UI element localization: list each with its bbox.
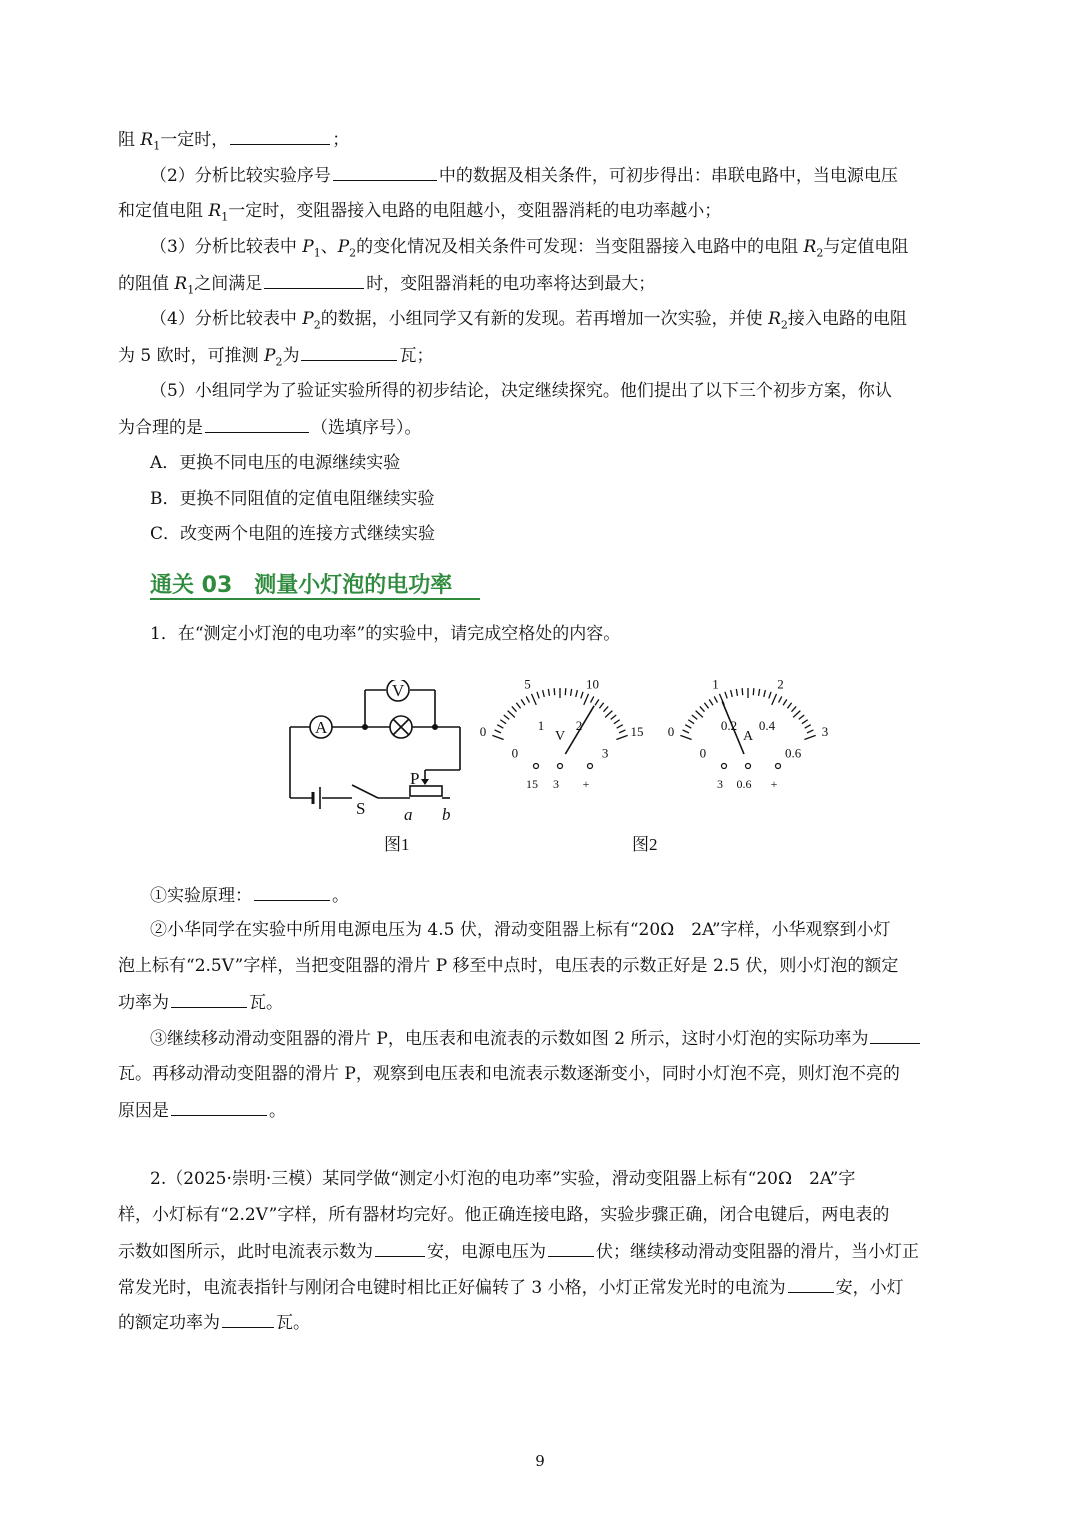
text-line: 为 5 欧时，可推测 $P_2$为 瓦； [118, 343, 433, 368]
blank[interactable] [171, 1098, 267, 1116]
blank[interactable] [870, 1026, 920, 1044]
text-line: 原因是 。 [118, 1098, 286, 1123]
heading-underline [150, 598, 480, 600]
ammeter-terminal-label: 3 [717, 777, 723, 791]
voltmeter-tick [611, 715, 616, 719]
voltmeter-tick [492, 735, 503, 739]
end-b-label: b [442, 805, 451, 824]
text-line: 为合理的是 （选填序号）。 [118, 415, 422, 440]
blank[interactable] [548, 1239, 594, 1257]
ammeter-tick [759, 689, 760, 696]
ammeter-tick [807, 730, 813, 733]
voltmeter-tick [504, 715, 509, 719]
option-c: C．改变两个电阻的连接方式继续实验 [150, 524, 436, 544]
option-b: B．更换不同阻值的定值电阻继续实验 [150, 489, 435, 509]
voltmeter-tick [554, 688, 555, 695]
blank[interactable] [333, 163, 437, 181]
ammeter-tick [772, 694, 777, 705]
voltmeter-inner-tick-label: 1 [537, 717, 545, 733]
slider-label: P [410, 769, 420, 788]
ammeter-terminal [722, 764, 727, 769]
voltmeter-tick [548, 689, 549, 696]
voltmeter-tick [605, 711, 612, 718]
circuit-diagram [290, 680, 460, 809]
voltmeter-tick [595, 699, 599, 705]
ammeter-outer-tick-label: 3 [821, 723, 829, 739]
voltmeter-tick [617, 725, 623, 728]
voltmeter-tick [508, 711, 515, 718]
ammeter-outer-tick-label: 1 [712, 680, 719, 692]
text-line: （4）分析比较表中 $P_2$的数据，小组同学又有新的发现。若再增加一次实验，并使 $R_2$接入电路的电阻 [150, 309, 907, 332]
voltmeter-tick [497, 725, 503, 728]
ammeter-tick [793, 711, 800, 718]
ammeter-tick [696, 711, 703, 718]
voltmeter-tick [495, 730, 501, 733]
ammeter-tick [714, 696, 717, 702]
ammeter-tick [769, 692, 771, 699]
ammeter-tick [799, 715, 804, 719]
ammeter-inner-tick-label: 0.2 [720, 717, 738, 733]
voltmeter-outer-tick-label: 10 [585, 680, 599, 692]
ammeter-tick [779, 696, 782, 702]
text-line: 的额定功率为 瓦。 [118, 1310, 310, 1335]
blank[interactable] [375, 1239, 425, 1257]
ammeter-tick [787, 703, 791, 709]
voltmeter-terminal [588, 764, 593, 769]
ammeter-tick [802, 720, 808, 724]
voltmeter-tick [565, 688, 566, 695]
voltmeter-tick [516, 703, 520, 709]
ammeter-terminal [776, 764, 781, 769]
text-line: 阻 $R_1$一定时， ； [118, 127, 349, 152]
text-line: 瓦。再移动滑动变阻器的滑片 P，观察到电压表和电流表示数逐渐变小，同时小灯泡不亮，则灯泡不亮的 [118, 1064, 900, 1084]
option-a: A．更换不同电压的电源继续实验 [150, 453, 401, 473]
voltmeter-tick [500, 720, 506, 724]
end-a-label: a [404, 805, 413, 824]
voltmeter-tick [531, 694, 536, 705]
voltmeter-tick [576, 690, 578, 697]
voltmeter-inner-tick-label: 3 [601, 745, 609, 761]
voltmeter-tick [521, 699, 525, 705]
ammeter-terminal-label: 0.6 [736, 777, 752, 791]
voltmeter-tick [543, 690, 545, 697]
switch-label: S [356, 799, 366, 818]
ammeter-inner-tick-label: 0 [699, 745, 707, 761]
ammeter-tick [683, 730, 689, 733]
switch-symbol [352, 785, 378, 798]
text-line: 样，小灯标有“2.2V”字样，所有器材均完好。他正确连接电路，实验步骤正确，闭合电键后，两电表的 [118, 1205, 890, 1225]
text-line: （2）分析比较实验序号 中的数据及相关条件，可初步得出：串联电路中，当电源电压 [150, 163, 898, 188]
voltmeter-terminal-label: 15 [526, 777, 538, 791]
figure-2-caption: 图2 [632, 835, 658, 854]
voltmeter-tick [599, 703, 603, 709]
blank[interactable] [222, 1310, 274, 1328]
voltmeter-tick [581, 692, 583, 699]
blank[interactable] [230, 127, 330, 145]
voltmeter-terminal [558, 764, 563, 769]
text-line: 和定值电阻 $R_1$一定时，变阻器接入电路的电阻越小，变阻器消耗的电功率越小； [118, 201, 722, 224]
ammeter-tick [804, 735, 815, 739]
ammeter-label: A [315, 718, 328, 737]
voltmeter-tick [619, 730, 625, 733]
voltmeter-outer-tick-label: 5 [524, 680, 531, 692]
text-line: （5）小组同学为了验证实验所得的初步结论，决定继续探究。他们提出了以下三个初步方案，你认 [150, 381, 892, 401]
text-line: ②小华同学在实验中所用电源电压为 4.5 伏，滑动变阻器上标有“20Ω 2A”字样，小华观察到小灯 [150, 920, 891, 940]
voltmeter-tick [614, 720, 620, 724]
voltmeter-dial [480, 680, 644, 791]
voltmeter-tick [537, 692, 539, 699]
voltmeter-tick [571, 689, 572, 696]
voltmeter-tick [526, 696, 529, 702]
ammeter-inner-tick-label: 0.6 [784, 745, 802, 761]
blank[interactable] [788, 1275, 834, 1293]
page-number: 9 [535, 1452, 545, 1470]
ammeter-tick [736, 689, 737, 696]
ammeter-tick [692, 715, 697, 719]
voltmeter-inner-tick-label: 0 [511, 745, 519, 761]
text-line: ③继续移动滑动变阻器的滑片 P，电压表和电流表的示数如图 2 所示，这时小灯泡的实际功率为 [150, 1026, 922, 1051]
voltmeter-tick [616, 735, 627, 739]
blank[interactable] [254, 883, 330, 901]
voltmeter-terminal-label: + [582, 777, 590, 791]
blank[interactable] [205, 415, 309, 433]
ammeter-outer-tick-label: 2 [777, 680, 784, 692]
problem-1-intro: 1．在“测定小灯泡的电功率”的实验中，请完成空格处的内容。 [150, 624, 621, 644]
section-heading: 通关 03 测量小灯泡的电功率 [150, 573, 453, 598]
blank[interactable] [171, 990, 247, 1008]
ammeter-tick [791, 706, 796, 711]
ammeter-tick [725, 692, 727, 699]
text-line: 示数如图所示，此时电流表示数为 安，电源电压为 伏；继续移动滑动变阻器的滑片，当小灯正 [118, 1239, 919, 1264]
ammeter-inner-tick-label: 0.4 [758, 717, 776, 733]
voltmeter-tick [584, 694, 589, 705]
ammeter-terminal [746, 764, 751, 769]
ammeter-tick [805, 725, 811, 728]
voltmeter-label: V [392, 681, 405, 700]
voltmeter-inner-tick-label: 2 [575, 717, 583, 733]
text-line: 2.（2025·崇明·三模）某同学做“测定小灯泡的电功率”实验，滑动变阻器上标有“20Ω 2A”字 [150, 1169, 856, 1189]
ammeter-tick [753, 688, 754, 695]
figure-1-caption: 图1 [384, 835, 410, 854]
voltmeter-outer-tick-label: 15 [630, 723, 644, 739]
ammeter-tick [731, 690, 733, 697]
ammeter-dial [668, 680, 829, 791]
text-line: 功率为 瓦。 [118, 990, 283, 1015]
text-line: （3）分析比较表中 $P_1$、$P_2$的变化情况及相关条件可发现：当变阻器接入电路中的电阻 $R_2$与定值电阻 [150, 237, 909, 260]
blank[interactable] [264, 271, 364, 289]
voltmeter-terminal-label: 3 [553, 777, 559, 791]
ammeter-tick [700, 706, 705, 711]
blank[interactable] [301, 343, 397, 361]
ammeter-tick [704, 703, 708, 709]
voltmeter-tick [603, 706, 608, 711]
voltmeter-terminal [534, 764, 539, 769]
ammeter-tick [764, 690, 766, 697]
ammeter-tick [680, 735, 691, 739]
ammeter-tick [709, 699, 713, 705]
ammeter-tick [783, 699, 787, 705]
ammeter-tick [742, 688, 743, 695]
text-line: 泡上标有“2.5V”字样，当把变阻器的滑片 P 移至中点时，电压表的示数正好是 2.5 伏，则小灯泡的额定 [118, 956, 899, 976]
voltmeter-tick [512, 706, 517, 711]
ammeter-unit-label: A [742, 729, 754, 744]
ammeter-outer-tick-label: 0 [667, 723, 675, 739]
voltmeter-needle [565, 706, 594, 754]
ammeter-tick [685, 725, 691, 728]
text-line: 常发光时，电流表指针与刚闭合电键时相比正好偏转了 3 小格，小灯正常发光时的电流为 安，小灯 [118, 1275, 904, 1300]
ammeter-terminal-label: + [770, 777, 778, 791]
voltmeter-outer-tick-label: 0 [479, 723, 487, 739]
ammeter-tick [688, 720, 694, 724]
voltmeter-unit-label: V [554, 729, 566, 744]
circuit-and-meters-figure [280, 680, 860, 860]
text-line: 的阻值 $R_1$之间满足 时，变阻器消耗的电功率将达到最大； [118, 271, 655, 296]
text-line: ①实验原理： 。 [150, 883, 349, 908]
voltmeter-tick [591, 696, 594, 702]
